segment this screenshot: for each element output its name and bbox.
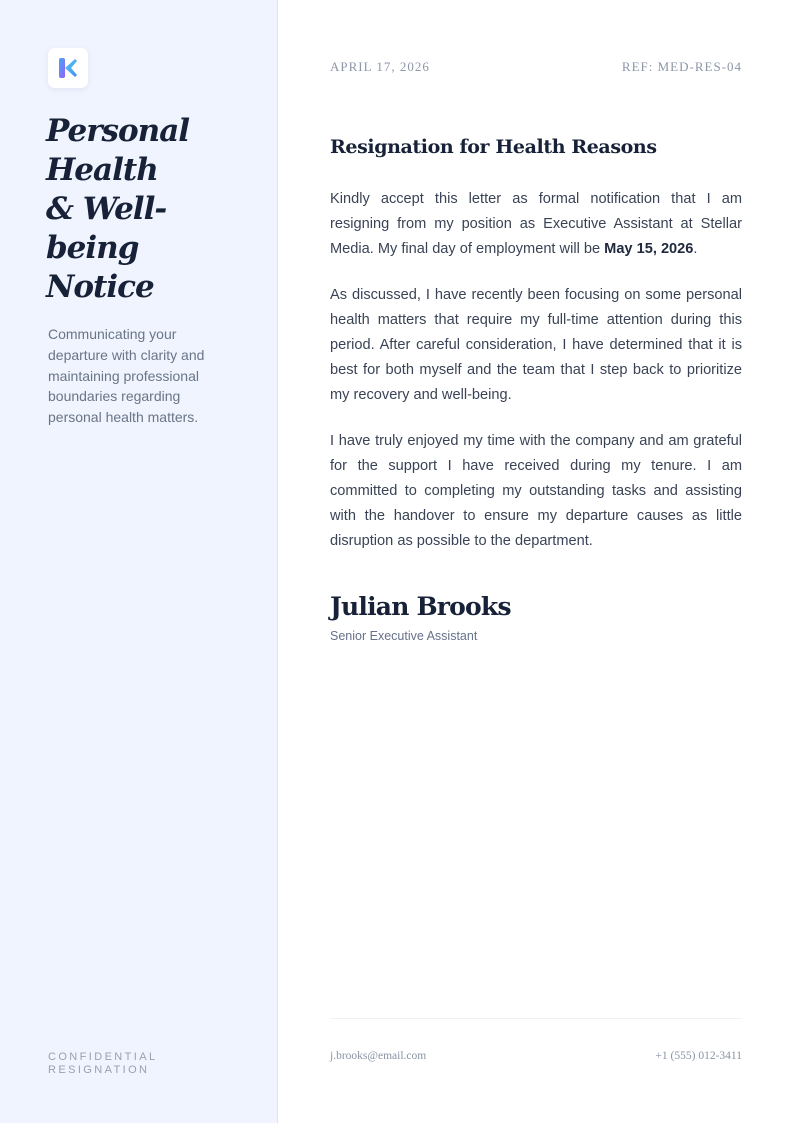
title-line: & Well- — [46, 191, 167, 227]
paragraph-1-text: Kindly accept this letter as formal notification that I am resigning from my position as Executive Assistant at Stellar Media. My final day of employment will be — [330, 191, 742, 257]
logo — [48, 48, 88, 88]
confidential-label-line: RESIGNATION — [48, 1063, 150, 1076]
letter-body — [330, 187, 742, 575]
k-logo-icon — [58, 57, 78, 79]
paragraph-2: As discussed, I have recently been focusing on some personal health matters that require my full-time attention during this period. After careful consideration, I have determined that it is best for both myself and the team that I step back to prioritize my recovery and well-being. — [330, 287, 742, 403]
page-title — [46, 112, 256, 307]
title-line: Health — [46, 152, 158, 188]
letter-footer — [330, 1050, 742, 1062]
contact-phone[interactable]: +1 (555) 012-3411 — [655, 1050, 742, 1062]
paragraph-3: I have truly enjoyed my time with the company and am grateful for the support I have received during my tenure. I am committed to completing my outstanding tasks and assisting with the handover to ensure my departure causes as little disruption as possible to the department. — [330, 433, 742, 549]
letter-meta — [330, 59, 742, 75]
final-day-date: May 15, 2026 — [604, 241, 694, 257]
paragraph-1 — [330, 187, 742, 262]
letter-heading: Resignation for Health Reasons — [330, 136, 657, 158]
title-line: Notice — [46, 269, 154, 305]
signature-name: Julian Brooks — [330, 592, 511, 621]
title-line: Personal — [46, 113, 190, 149]
letter-main — [330, 0, 742, 1123]
sidebar-subtitle: Communicating your departure with clarity and maintaining professional boundaries regarding personal health matters. — [48, 326, 205, 426]
letter-date: APRIL 17, 2026 — [330, 59, 430, 74]
contact-email[interactable]: j.brooks@email.com — [330, 1050, 427, 1062]
signature-title: Senior Executive Assistant — [330, 629, 478, 643]
footer-divider — [330, 1018, 742, 1019]
confidential-label-line: CONFIDENTIAL — [48, 1051, 158, 1063]
paragraph-1-end: . — [693, 241, 698, 257]
sidebar — [0, 0, 278, 1123]
confidential-label — [48, 1051, 248, 1076]
title-line: being — [46, 230, 139, 266]
letter-reference: REF: MED-RES-04 — [621, 59, 742, 74]
